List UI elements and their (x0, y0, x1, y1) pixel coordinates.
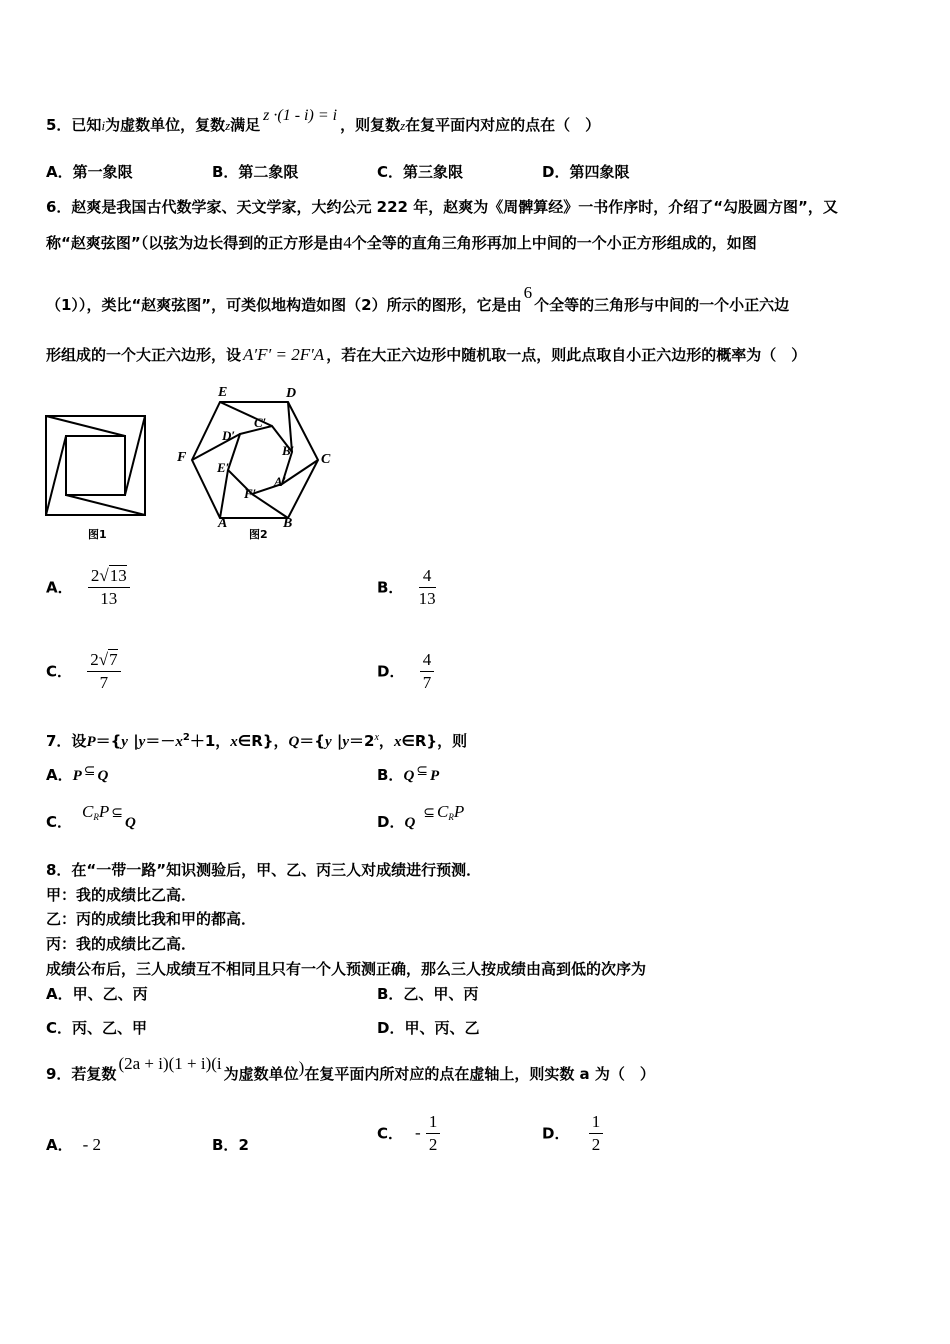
fig2-label-d-prime: D′ (222, 428, 236, 443)
fig2-label-a-prime: A′ (274, 474, 287, 489)
figure-1-zhao-shuang-square (40, 410, 152, 522)
q5-option-a[interactable]: A．第一象限 (46, 163, 133, 181)
q6-line1: 6．赵爽是我国古代数学家、天文学家，大约公元 222 年，赵爽为《周髀算经》一书作序时，介绍了“勾股圆方图”，又 (46, 198, 838, 216)
q7-stem: 7．设P＝{y $|y=-x^2+1$，x∈R}，Q＝{y $|y=2^x$，x∈R}，则 (46, 732, 468, 750)
q7-option-a[interactable]: A．P ⊆ Q (46, 764, 109, 784)
q8-option-a[interactable]: A．甲、乙、丙 (46, 985, 148, 1003)
figure-2-caption: 图2 (249, 528, 268, 541)
figure-1-caption: 图1 (88, 528, 107, 541)
q8-line1: 8．在“一带一路”知识测验后，甲、乙、丙三人对成绩进行预测． (46, 861, 482, 879)
q5-option-c[interactable]: C．第三象限 (377, 163, 464, 181)
q6-option-a[interactable]: A． $\frac{2√13}{13}$ (46, 566, 130, 608)
q6-option-b[interactable]: B． $\frac{4}{13}$ (377, 566, 436, 608)
q8-line3: 乙：丙的成绩比我和甲的都高． (46, 910, 257, 928)
q6-line2: 称“赵爽弦图”（以弦为边长得到的正方形是由4个全等的直角三角形再加上中间的一个小正方形组成的，如图 (46, 233, 757, 252)
fig2-label-f: F (177, 450, 187, 465)
q9-option-d[interactable]: D． $\frac{1}{2}$ (542, 1112, 603, 1154)
fig2-label-c-prime: C′ (254, 415, 267, 430)
q5-formula: z ·(1 - i) = i (263, 107, 338, 124)
fig2-label-e-prime: E′ (217, 460, 230, 475)
fig2-label-b: B (283, 516, 293, 531)
q8-option-b[interactable]: B．乙、甲、丙 (377, 985, 479, 1003)
fig2-label-e: E (218, 385, 228, 400)
fig2-label-b-prime: B′ (282, 443, 295, 458)
q9-option-c[interactable]: C． - $\frac{1}{2}$ (377, 1112, 440, 1154)
q7-option-c[interactable]: C．$C_RP$ ⊆Q (46, 802, 136, 831)
q6-option-c[interactable]: C． $\frac{2√7}{7}$ (46, 650, 121, 692)
q7-option-b[interactable]: B．Q ⊆ P (377, 764, 440, 784)
q8-line2: 甲：我的成绩比乙高． (46, 886, 197, 904)
fig2-label-f-prime: F′ (244, 486, 257, 501)
q5-stem: 5．已知i为虚数单位，复数z满足z ·(1 - i) = i，则复数z在复平面内对应的点在（ ） (46, 107, 601, 134)
figure-2-hexagon (190, 392, 320, 522)
q9-option-b[interactable]: B．2 (212, 1136, 249, 1154)
q8-option-d[interactable]: D．甲、丙、乙 (377, 1019, 480, 1037)
q8-line4: 丙：我的成绩比乙高． (46, 935, 197, 953)
q5-option-d[interactable]: D．第四象限 (542, 163, 630, 181)
q9-option-a[interactable]: A． - 2 (46, 1135, 102, 1154)
q6-line4: 形组成的一个大正六边形，设 A′F′ = 2F′A ，若在大正六边形中随机取一点，则此点取自小正六边形的概率为（ ） (46, 345, 807, 364)
q7-option-d[interactable]: D．Q⊆ $C_RP$ (377, 802, 465, 831)
fig2-label-a: A (218, 516, 228, 531)
q6-option-d[interactable]: D． $\frac{4}{7}$ (377, 650, 434, 692)
fig2-label-c: C (321, 452, 331, 467)
q6-line3: （1）），类比“赵爽弦图”，可类似地构造如图（2）所示的图形，它是由6个全等的三角形与中间的一个小正六边 (46, 283, 790, 314)
q8-line5: 成绩公布后，三人成绩互不相同且只有一个人预测正确，那么三人按成绩由高到低的次序为 (46, 960, 647, 978)
q9-formula: (2a + i)(1 + i)(i (118, 1054, 222, 1073)
q8-option-c[interactable]: C．丙、乙、甲 (46, 1019, 148, 1037)
q9-stem: 9．若复数(2a + i)(1 + i)(i为虚数单位)在复平面内所对应的点在虚轴上，则实数 a 为（ ） (46, 1054, 655, 1083)
q6-formula: A′F′ = 2F′A (243, 345, 325, 364)
fig2-label-d: D (286, 386, 297, 401)
q5-option-b[interactable]: B．第二象限 (212, 163, 299, 181)
